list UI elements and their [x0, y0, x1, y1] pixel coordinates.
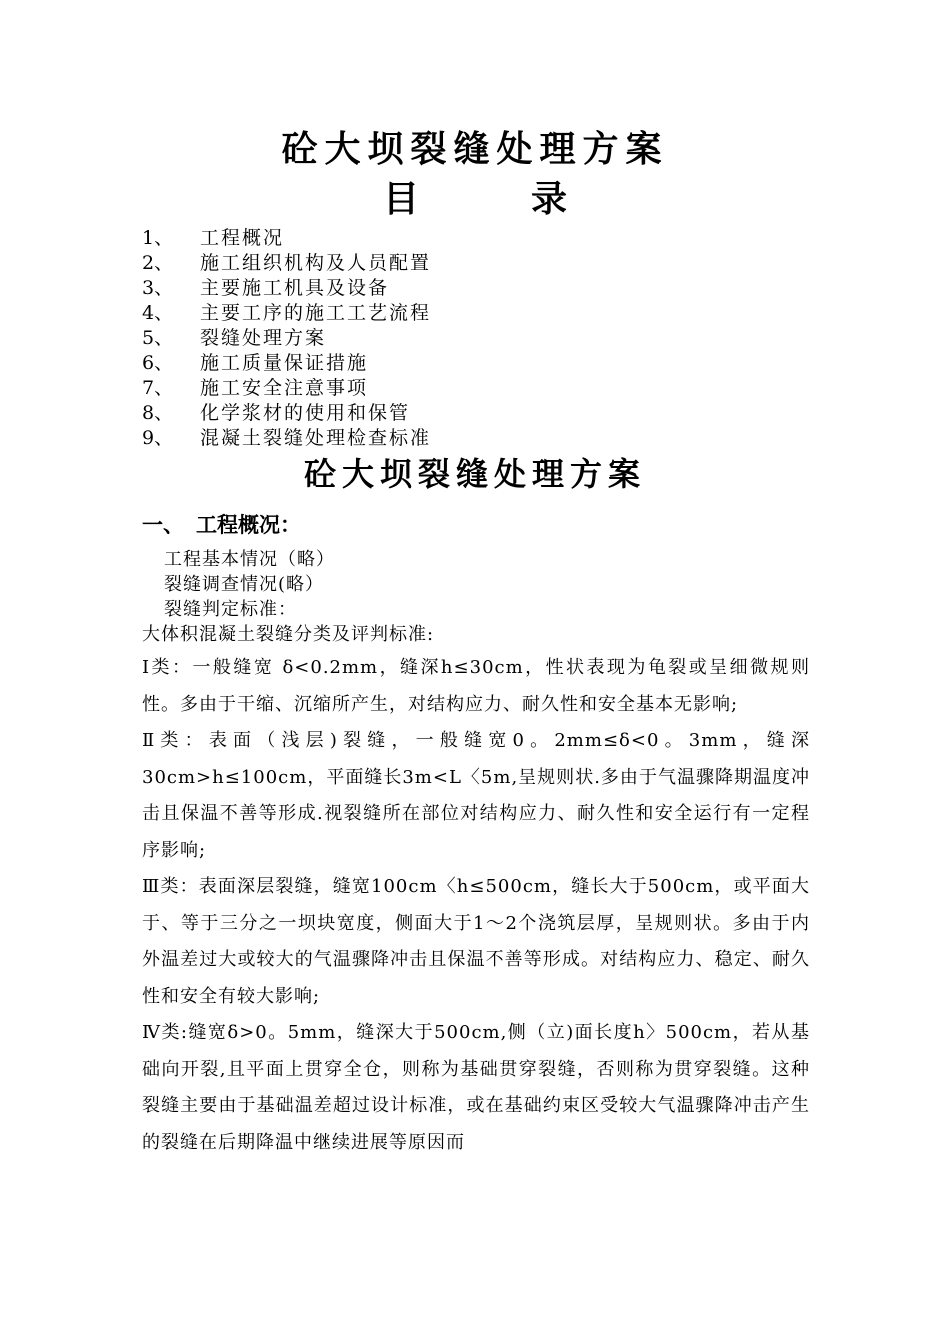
toc-title-right: 录 [531, 179, 568, 220]
subitem: 裂缝调查情况(略） [164, 574, 325, 595]
toc-item [142, 426, 822, 451]
toc-item [142, 376, 822, 401]
toc-item-number: 9、 [142, 427, 174, 449]
toc-item-text: 主要施工机具及设备 [200, 277, 390, 299]
document-title: 砼大坝裂缝处理方案 [281, 129, 669, 170]
toc-item [142, 401, 822, 426]
subitem: 工程基本情况（略） [164, 549, 335, 570]
toc-item-text: 混凝土裂缝处理检查标准 [200, 427, 432, 449]
classification-lead: 大体积混凝土裂缝分类及评判标准: [142, 624, 435, 645]
toc-item [142, 226, 822, 251]
toc-title-left: 目 [382, 179, 419, 220]
toc-item [142, 251, 822, 276]
section-heading [142, 510, 301, 540]
toc-item-text: 工程概况 [200, 227, 285, 249]
toc-item-text: 化学浆材的使用和保管 [200, 402, 411, 424]
toc-item [142, 351, 822, 376]
paragraph-class-4: Ⅳ类:缝宽δ>0。5mm，缝深大于500cm,侧（立)面长度h〉500cm，若从基础向开裂,且平面上贯穿全仓，则称为基础贯穿裂缝，否则称为贯穿裂缝。这种裂缝主要由于基础温差超过设计标准，或在基础约束区受较大气温骤降冲击产生的裂缝在后期降温中继续进展等原因而 [142, 1022, 810, 1153]
toc-item-number: 4、 [142, 302, 174, 324]
toc-item [142, 326, 822, 351]
paragraph-class-2: Ⅱ类：表面（浅层)裂缝，一般缝宽0。2mm≤δ<0。3mm，缝深30cm>h≤100cm，平面缝长3m<L〈5m,呈规则状.多由于气温骤降期温度冲击且保温不善等形成.视裂缝所在部位对结构应力、耐久性和安全运行有一定程序影响; [142, 730, 810, 861]
subitem: 裂缝判定标准： [164, 599, 297, 620]
toc-item-number: 7、 [142, 377, 174, 399]
paragraph-class-1: Ⅰ类：一般缝宽 δ<0.2mm，缝深h≤30cm，性状表现为龟裂或呈细微规则性。多由于干缩、沉缩所产生，对结构应力、耐久性和安全基本无影响; [142, 657, 810, 715]
toc-item-text: 施工质量保证措施 [200, 352, 369, 374]
toc-title [0, 176, 950, 224]
toc-item-number: 1、 [142, 227, 174, 249]
toc-item-number: 2、 [142, 252, 174, 274]
body-text [142, 650, 810, 1161]
toc-item-text: 裂缝处理方案 [200, 327, 327, 349]
paragraph-class-3: Ⅲ类：表面深层裂缝，缝宽100cm〈h≤500cm，缝长大于500cm，或平面大于、等于三分之一坝块宽度，侧面大于1～2个浇筑层厚，呈规则状。多由于内外温差过大或较大的气温骤降冲击且保温不善等形成。对结构应力、稳定、耐久性和安全有较大影响; [142, 876, 810, 1007]
table-of-contents [142, 226, 822, 451]
subitem-list [164, 547, 335, 622]
toc-item-text: 施工安全注意事项 [200, 377, 369, 399]
toc-item [142, 301, 822, 326]
toc-item-number: 3、 [142, 277, 174, 299]
section-title: 砼大坝裂缝处理方案 [303, 455, 646, 493]
toc-item-text: 施工组织机构及人员配置 [200, 252, 432, 274]
toc-item-number: 8、 [142, 402, 174, 424]
toc-item-number: 5、 [142, 327, 174, 349]
toc-item-text: 主要工序的施工工艺流程 [200, 302, 432, 324]
toc-item [142, 276, 822, 301]
section-number: 一、 [142, 513, 184, 537]
section-heading-text: 工程概况： [196, 513, 301, 537]
toc-item-number: 6、 [142, 352, 174, 374]
